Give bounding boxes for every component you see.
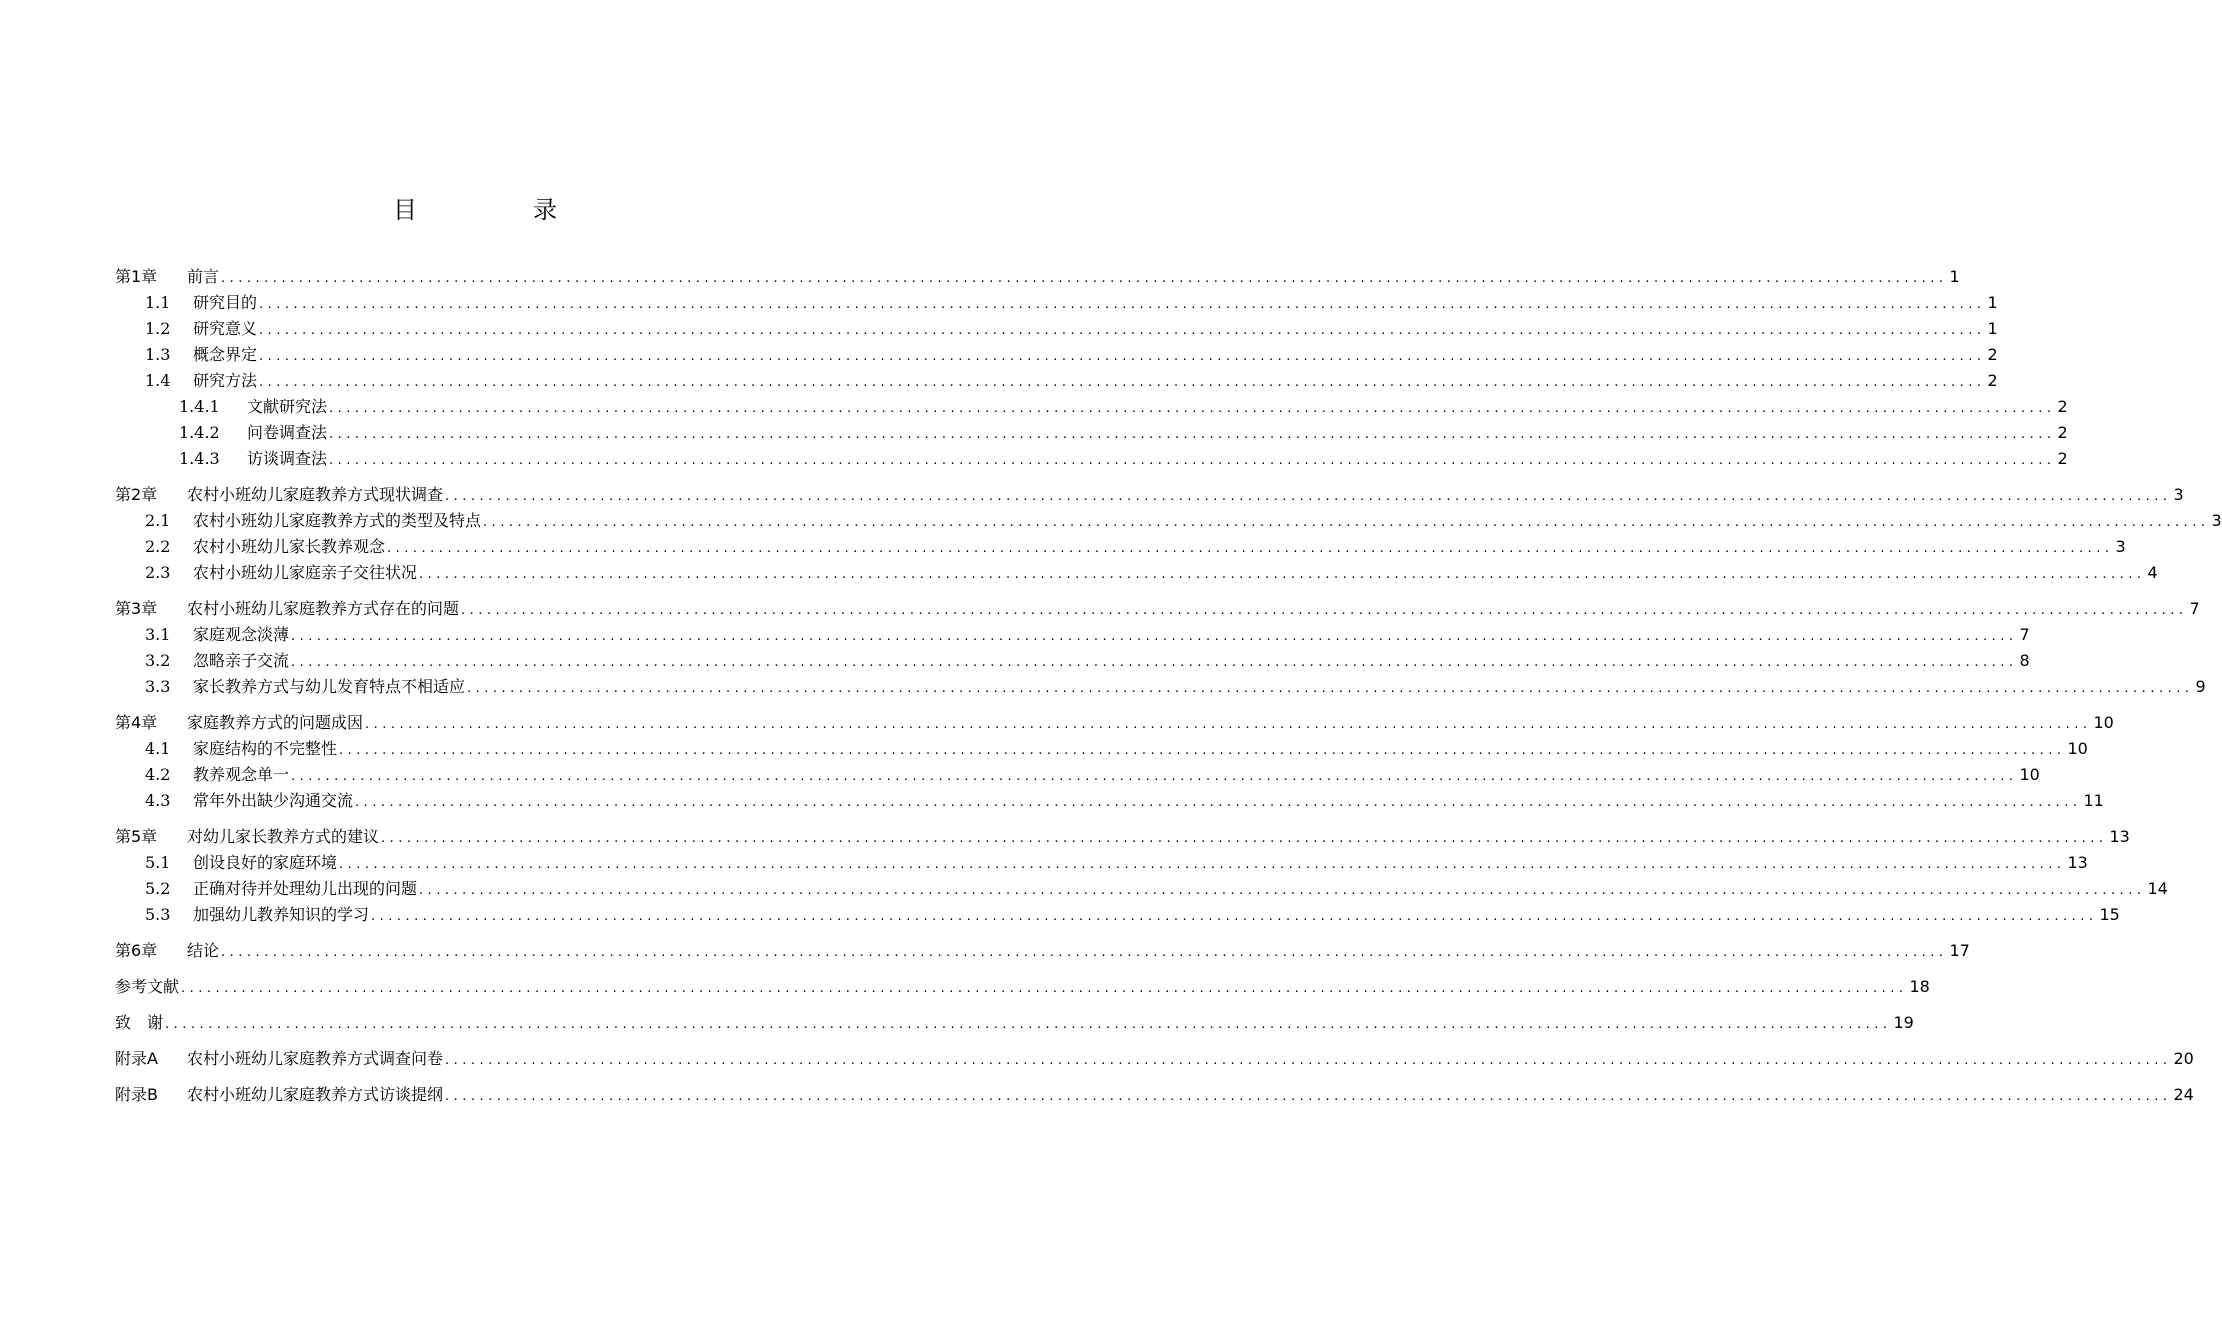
toc-entry[interactable] (115, 850, 2088, 876)
dot-leader: ........................................................................................................................................................................................................ (329, 427, 2056, 442)
toc-entry-page-number: 2 (2057, 423, 2068, 442)
toc-entry[interactable] (115, 446, 2068, 472)
toc-entry-number: 2.3 (145, 563, 171, 582)
toc-entry-title: 农村小班幼儿家庭教养方式存在的问题 (187, 599, 460, 618)
toc-entry[interactable] (115, 674, 2206, 700)
toc-entry-number: 5.2 (145, 879, 171, 898)
toc-entry-number: 1.2 (145, 319, 171, 338)
toc-entry[interactable] (115, 394, 2068, 420)
toc-entry-page-number: 1 (1987, 319, 1998, 338)
toc-entry[interactable] (115, 290, 1998, 316)
toc-title: 目 录 (393, 196, 603, 224)
toc-entry-title: 农村小班幼儿家庭教养方式调查问卷 (187, 1049, 444, 1068)
toc-entry-number: 5.3 (145, 905, 171, 924)
toc-entry-title: 农村小班幼儿家长教养观念 (193, 537, 386, 556)
toc-entry-page-number: 24 (2173, 1085, 2194, 1104)
toc-entry[interactable] (115, 1010, 1914, 1036)
toc-entry-title: 结论 (187, 941, 220, 960)
toc-entry[interactable] (115, 264, 1960, 290)
toc-entry-page-number: 10 (2093, 713, 2114, 732)
toc-entry-title: 访谈调查法 (247, 449, 328, 468)
toc-entry-number: 1.4 (145, 371, 171, 390)
toc-entry-title: 概念界定 (193, 345, 258, 364)
toc-entry[interactable] (115, 648, 2030, 674)
toc-entry-title: 加强幼儿教养知识的学习 (193, 905, 370, 924)
toc-entry-page-number: 2 (1987, 345, 1998, 364)
toc-entry[interactable] (115, 622, 2030, 648)
toc-entry-number: 5.1 (145, 853, 171, 872)
toc-entry-title: 创设良好的家庭环境 (193, 853, 338, 872)
toc-entry-title: 农村小班幼儿家庭亲子交往状况 (193, 563, 418, 582)
dot-leader: ........................................................................................................................................................................................................ (445, 1053, 2172, 1068)
toc-entry-title: 农村小班幼儿家庭教养方式现状调查 (187, 485, 444, 504)
toc-entry[interactable] (115, 316, 1998, 342)
toc-entry[interactable] (115, 508, 2222, 534)
dot-leader: ........................................................................................................................................................................................................ (181, 981, 1908, 996)
toc-entry[interactable] (115, 876, 2168, 902)
toc-entry-number: 3.3 (145, 677, 171, 696)
dot-leader: ........................................................................................................................................................................................................ (461, 603, 2188, 618)
toc-entry-page-number: 19 (1893, 1013, 1914, 1032)
dot-leader: ........................................................................................................................................................................................................ (291, 769, 2018, 784)
toc-entry-number: 第4章 (115, 713, 158, 732)
dot-leader: ........................................................................................................................................................................................................ (259, 323, 1986, 338)
toc-entry[interactable] (115, 736, 2088, 762)
toc-entry-number: 4.3 (145, 791, 171, 810)
toc-entry-title: 家庭结构的不完整性 (193, 739, 338, 758)
dot-leader: ........................................................................................................................................................................................................ (259, 375, 1986, 390)
toc-entry-number: 第3章 (115, 599, 158, 618)
dot-leader: ........................................................................................................................................................................................................ (419, 567, 2146, 582)
dot-leader: ........................................................................................................................................................................................................ (221, 945, 1948, 960)
dot-leader: ........................................................................................................................................................................................................ (445, 489, 2172, 504)
toc-entry-title: 家庭教养方式的问题成因 (187, 713, 364, 732)
toc-entry-page-number: 3 (2115, 537, 2126, 556)
toc-entry[interactable] (115, 938, 1970, 964)
toc-entry-page-number: 1 (1987, 293, 1998, 312)
dot-leader: ........................................................................................................................................................................................................ (329, 401, 2056, 416)
toc-entry-page-number: 17 (1949, 941, 1970, 960)
toc-entry-number: 第5章 (115, 827, 158, 846)
dot-leader: ........................................................................................................................................................................................................ (329, 453, 2056, 468)
toc-entry-page-number: 8 (2019, 651, 2030, 670)
toc-entry-number: 3.2 (145, 651, 171, 670)
toc-entry-page-number: 18 (1909, 977, 1930, 996)
toc-entry[interactable] (115, 482, 2184, 508)
toc-entry-title: 教养观念单一 (193, 765, 290, 784)
toc-entry-page-number: 13 (2067, 853, 2088, 872)
dot-leader: ........................................................................................................................................................................................................ (419, 883, 2146, 898)
dot-leader: ........................................................................................................................................................................................................ (165, 1017, 1892, 1032)
toc-entry[interactable] (115, 368, 1998, 394)
toc-entry-number: 1.4.3 (179, 449, 220, 468)
toc-entry-page-number: 3 (2173, 485, 2184, 504)
toc-entry-title: 研究方法 (193, 371, 258, 390)
toc-entry-number: 4.1 (145, 739, 171, 758)
dot-leader: ........................................................................................................................................................................................................ (387, 541, 2114, 556)
toc-entry-title: 研究意义 (193, 319, 258, 338)
toc-entry-title: 家长教养方式与幼儿发育特点不相适应 (193, 677, 466, 696)
toc-entry-title: 正确对待并处理幼儿出现的问题 (193, 879, 418, 898)
toc-entry-title: 致 谢 (115, 1013, 164, 1032)
dot-leader: ........................................................................................................................................................................................................ (483, 515, 2210, 530)
toc-entry-page-number: 3 (2211, 511, 2222, 530)
toc-entry-number: 第6章 (115, 941, 158, 960)
dot-leader: ........................................................................................................................................................................................................ (381, 831, 2108, 846)
dot-leader: ........................................................................................................................................................................................................ (339, 743, 2066, 758)
toc-entry-title: 常年外出缺少沟通交流 (193, 791, 354, 810)
toc-entry-number: 1.3 (145, 345, 171, 364)
toc-entry[interactable] (115, 974, 1930, 1000)
toc-entry-title: 家庭观念淡薄 (193, 625, 290, 644)
toc-entry[interactable] (115, 596, 2200, 622)
toc-entry[interactable] (115, 1046, 2194, 1072)
toc-entry-page-number: 9 (2195, 677, 2206, 696)
toc-entry-page-number: 10 (2019, 765, 2040, 784)
toc-entry-page-number: 1 (1949, 267, 1960, 286)
table-of-contents (115, 264, 2222, 1108)
toc-entry-number: 3.1 (145, 625, 171, 644)
dot-leader: ........................................................................................................................................................................................................ (221, 271, 1948, 286)
toc-entry[interactable] (115, 342, 1998, 368)
toc-entry-number: 4.2 (145, 765, 171, 784)
toc-entry-title: 参考文献 (115, 977, 180, 996)
toc-entry-number: 1.1 (145, 293, 171, 312)
toc-entry-page-number: 7 (2019, 625, 2030, 644)
toc-entry-number: 2.2 (145, 537, 171, 556)
toc-entry[interactable] (115, 420, 2068, 446)
toc-entry-title: 前言 (187, 267, 220, 286)
toc-entry-page-number: 10 (2067, 739, 2088, 758)
toc-entry-page-number: 13 (2109, 827, 2130, 846)
toc-entry-number: 附录A (115, 1049, 158, 1068)
toc-entry-title: 对幼儿家长教养方式的建议 (187, 827, 380, 846)
toc-entry-number: 1.4.2 (179, 423, 220, 442)
toc-entry-page-number: 2 (2057, 397, 2068, 416)
dot-leader: ........................................................................................................................................................................................................ (365, 717, 2092, 732)
toc-entry-page-number: 14 (2147, 879, 2168, 898)
dot-leader: ........................................................................................................................................................................................................ (355, 795, 2082, 810)
toc-entry-page-number: 4 (2147, 563, 2158, 582)
dot-leader: ........................................................................................................................................................................................................ (291, 655, 2018, 670)
toc-entry-number: 附录B (115, 1085, 158, 1104)
toc-entry-title: 研究目的 (193, 293, 258, 312)
dot-leader: ........................................................................................................................................................................................................ (371, 909, 2098, 924)
toc-entry-number: 1.4.1 (179, 397, 220, 416)
toc-entry-number: 第2章 (115, 485, 158, 504)
toc-entry-page-number: 7 (2189, 599, 2200, 618)
toc-entry-page-number: 15 (2099, 905, 2120, 924)
toc-entry[interactable] (115, 762, 2040, 788)
toc-entry[interactable] (115, 710, 2114, 736)
dot-leader: ........................................................................................................................................................................................................ (259, 297, 1986, 312)
toc-entry-page-number: 2 (1987, 371, 1998, 390)
toc-entry-title: 农村小班幼儿家庭教养方式的类型及特点 (193, 511, 482, 530)
toc-entry-page-number: 2 (2057, 449, 2068, 468)
toc-entry-title: 文献研究法 (247, 397, 328, 416)
dot-leader: ........................................................................................................................................................................................................ (339, 857, 2066, 872)
dot-leader: ........................................................................................................................................................................................................ (259, 349, 1986, 364)
toc-entry[interactable] (115, 1082, 2194, 1108)
toc-entry-page-number: 11 (2083, 791, 2104, 810)
toc-entry[interactable] (115, 534, 2126, 560)
toc-entry[interactable] (115, 560, 2158, 586)
dot-leader: ........................................................................................................................................................................................................ (445, 1089, 2172, 1104)
toc-entry-page-number: 20 (2173, 1049, 2194, 1068)
toc-entry-title: 问卷调查法 (247, 423, 328, 442)
toc-entry[interactable] (115, 788, 2104, 814)
dot-leader: ........................................................................................................................................................................................................ (291, 629, 2018, 644)
toc-entry[interactable] (115, 902, 2120, 928)
toc-entry-title: 忽略亲子交流 (193, 651, 290, 670)
toc-entry[interactable] (115, 824, 2130, 850)
toc-entry-title: 农村小班幼儿家庭教养方式访谈提纲 (187, 1085, 444, 1104)
toc-entry-number: 第1章 (115, 267, 158, 286)
toc-entry-number: 2.1 (145, 511, 171, 530)
dot-leader: ........................................................................................................................................................................................................ (467, 681, 2194, 696)
